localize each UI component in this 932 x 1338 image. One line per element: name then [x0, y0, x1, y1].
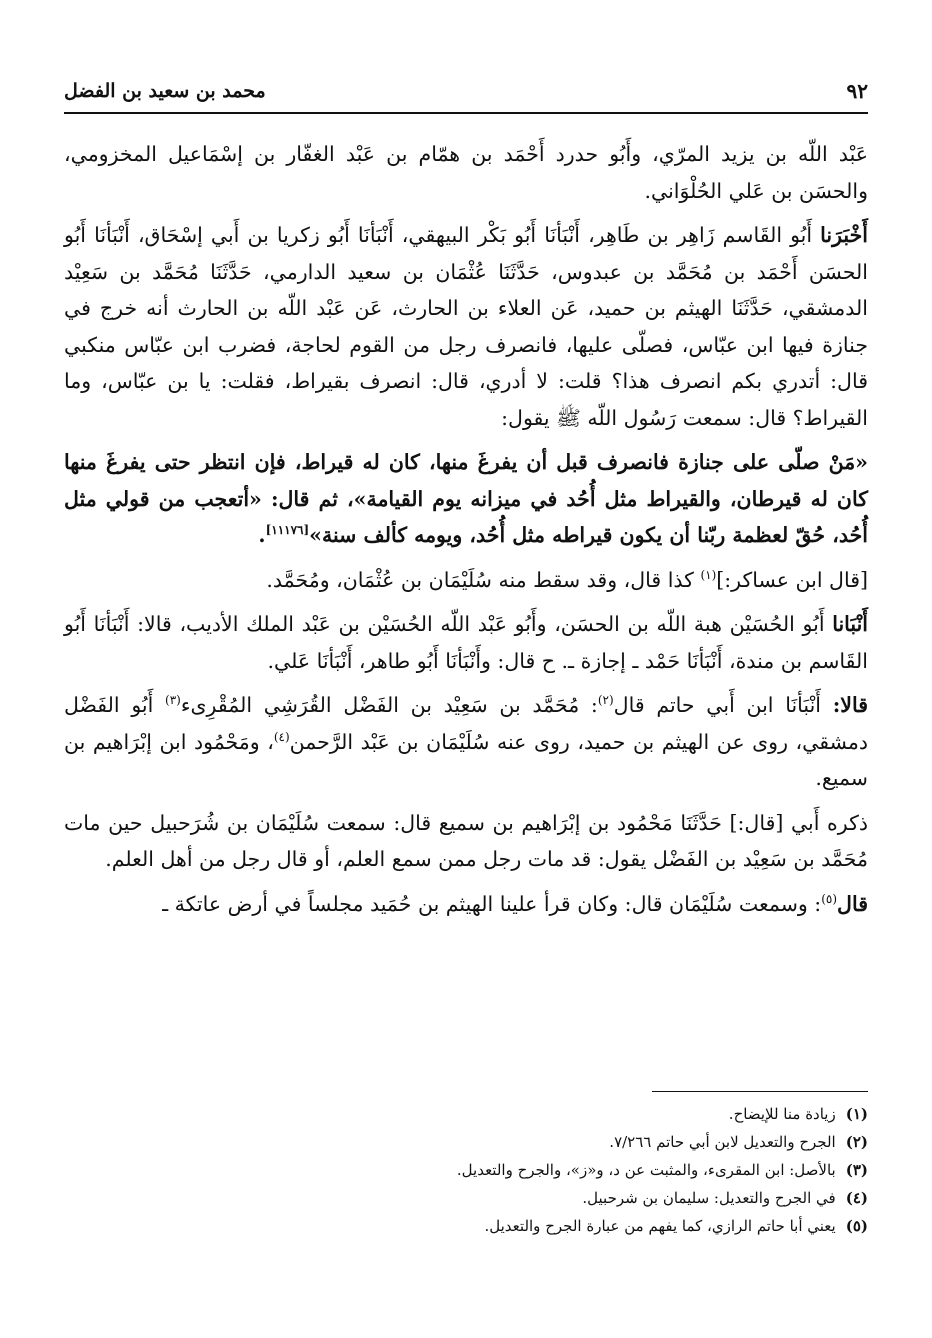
paragraph-4: [64, 562, 868, 599]
footnote-number: (٣): [845, 1161, 868, 1179]
footnote-item: [64, 1212, 868, 1240]
footnote-ref-4[interactable]: (٤): [273, 729, 290, 744]
header-rule: [64, 112, 868, 114]
running-title: محمد بن سعيد بن الفضل: [64, 80, 266, 102]
paragraph-8: [64, 886, 868, 923]
paragraph-lead: أَخْبَرَنا: [820, 223, 868, 247]
footnote-text: في الجرح والتعديل: سليمان بن شرحبيل.: [582, 1189, 836, 1207]
footnote-text: بالأصل: ابن المقرىء، والمثبت عن د، و«ز»، والجرح والتعديل.: [456, 1161, 836, 1179]
footnote-item: [64, 1100, 868, 1128]
paragraph-6: [64, 687, 868, 797]
footnote-ref-1[interactable]: (١): [700, 567, 717, 582]
footnote-text: زيادة منا للإيضاح.: [728, 1105, 836, 1123]
footnote-ref-5[interactable]: (٥): [821, 891, 838, 906]
paragraph-1: [64, 136, 868, 209]
footnote-text: الجرح والتعديل لابن أبي حاتم ٧/٢٦٦.: [609, 1133, 836, 1151]
footnote-number: (٤): [845, 1189, 868, 1207]
main-text: [64, 136, 868, 930]
footnote-rule: [652, 1091, 868, 1092]
paragraph-text: عَبْد اللّه بن يزيد المرّي، وأَبُو حدرد أَحْمَد بن همّام بن عَبْد الغفّار بن إسْمَاعيل المخزومي، والحسَن بن عَلي الحُلْوَاني.: [64, 142, 868, 203]
footnote-ref-3[interactable]: (٣): [165, 693, 181, 708]
paragraph-tail-3: ، ومَحْمُود ابن إبْرَاهيم بن سميع.: [64, 729, 868, 790]
quote-tail: .: [258, 523, 266, 547]
footnote-item: [64, 1128, 868, 1156]
footnote-text: يعني أبا حاتم الرازي، كما يفهم من عبارة الجرح والتعديل.: [484, 1217, 836, 1235]
paragraph-text: ذكره أَبي [قال:] حَدَّثَنَا مَحْمُود بن إبْرَاهيم بن سميع قال: سمعت سُلَيْمَان بن شُرَحبيل حين مات مُحَمَّد بن سَعِيْد بن الفَضْل يقول: قد مات رجل ممن سمع العلم، أو قال رجل من أهل العلم.: [64, 810, 868, 871]
paragraph-tail-2: أَبُو الفَضْل دمشقي، روى عن الهيثم بن حميد، روى عنه سُلَيْمَان بن عَبْد الرَّحمن: [64, 693, 868, 754]
paragraph-5: [64, 606, 868, 679]
paragraph-text: أَبُو القَاسم زَاهِر بن طَاهِر، أَنْبَأنَا أَبُو بَكْر البيهقي، أَنْبَأنَا أَبُو زكريا بن أَبي إسْحَاق، أَنْبَأنَا أَبُو الحسَن أَحْمَد بن مُحَمَّد بن عبدوس، حَدَّثَنَا عُثْمَان بن سعيد الدارمي، حَدَّثَنَا مُحَمَّد بن سَعِيْد الدمشقي، حَدَّثَنَا الهيثم بن حميد، عَن العلاء بن الحارث، عَن عَبْد اللّه بن الحارث أنه خرج في جنازة فيها ابن عبّاس، فصلّى عليها، فانصرف رجل من القوم لحاجة، فضرب ابن عبّاس منكبي قال: أتدري بكم انصرف هذا؟ قلت: لا أدري، قال: انصرف بقيراط، فقلت: يا بن عبّاس، وما القيراط؟ قال: سمعت رَسُول اللّه ﷺ يقول:: [64, 223, 868, 430]
footnote-item: [64, 1184, 868, 1212]
footnote-ref-2[interactable]: (٢): [597, 693, 614, 708]
quote-text: «مَنْ صلّى على جنازة فانصرف قبل أن يفرغَ منها، كان له قيراط، فإن انتظر حتى يفرغَ منها كان له قيرطان، والقيراط مثل أُحُد في ميزانه يوم القيامة»، ثم قال: «أتعجب من قولي مثل أُحُد، حُقّ لعظمة ربّنا أن يكون قيراطه مثل أُحُد، ويومه كألف سنة»: [64, 450, 868, 547]
footnote-number: (٥): [845, 1217, 868, 1235]
paragraph-2: [64, 217, 868, 436]
hadith-number: [١١١٧٦]: [265, 523, 310, 538]
paragraph-text: أَنْبَأنَا ابن أَبي حاتم قال: [613, 693, 833, 717]
hadith-quote: [64, 444, 868, 554]
paragraph-tail: : مُحَمَّد بن سَعِيْد بن الفَضْل القُرَشِي المُقْرِىء: [180, 693, 598, 717]
paragraph-tail: كذا قال، وقد سقط منه سُلَيْمَان بن عُثْمَان، ومُحَمَّد.: [266, 567, 701, 592]
footnote-item: [64, 1156, 868, 1184]
paragraph-text: : وسمعت سُلَيْمَان قال: وكان قرأ علينا الهيثم بن حُمَيد مجلساً في أرض عاتكة ـ: [162, 891, 822, 916]
footnote-number: (٢): [845, 1133, 868, 1151]
paragraph-lead: أَنْبَانا: [832, 612, 868, 636]
running-header: [64, 74, 868, 108]
paragraph-lead: قال: [837, 891, 868, 916]
paragraph-text: [قال ابن عساكر:]: [716, 567, 868, 592]
footnote-number: (١): [845, 1105, 868, 1123]
paragraph-lead: قالا:: [832, 693, 869, 717]
book-page: [64, 60, 868, 1280]
footnotes: [64, 1100, 868, 1240]
paragraph-text: أَبُو الحُسَيْن هبة اللّه بن الحسَن، وأَبُو عَبْد اللّه الحُسَيْن بن عَبْد الملك الأديب، قالا: أَنْبَأنَا أَبُو القَاسم بن مندة، أَنْبَأنَا حَمْد ـ إجازة ـ. ح قال: وأَنْبَأنَا أَبُو طاهر، أَنْبَأنَا عَلي.: [64, 612, 868, 673]
paragraph-7: [64, 805, 868, 878]
page-number: ٩٢: [846, 79, 868, 103]
